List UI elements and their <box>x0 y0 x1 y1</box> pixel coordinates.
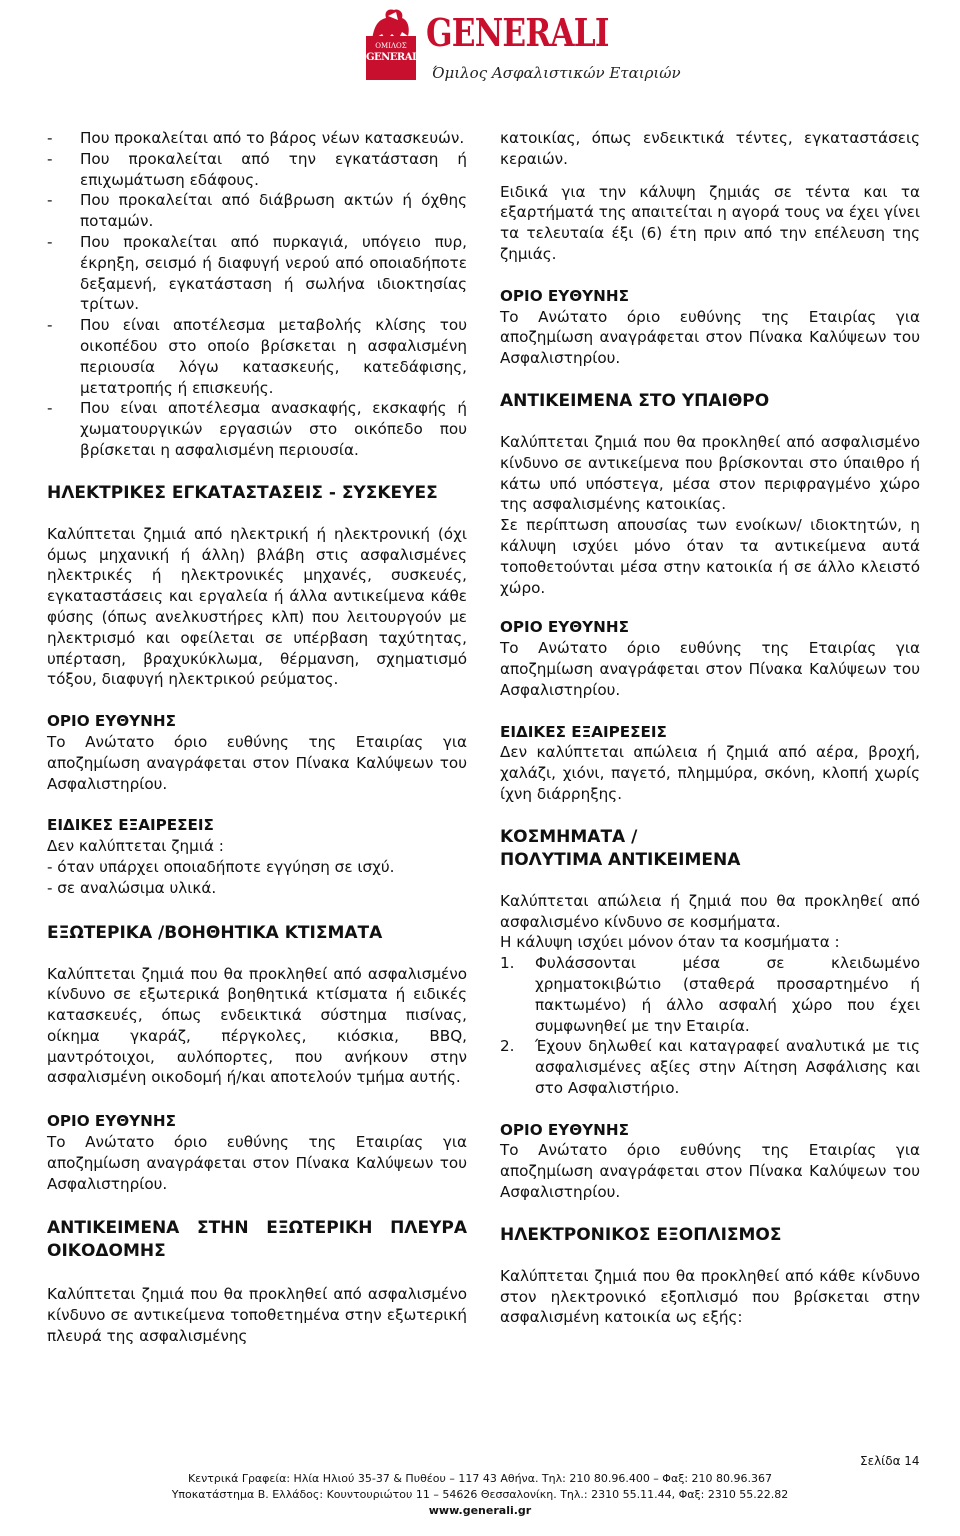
jewelry-condition-intro: Η κάλυψη ισχύει μόνον όταν τα κοσμήματα : <box>500 933 840 952</box>
left-column <box>47 128 467 1347</box>
page-header <box>0 0 960 90</box>
dash-item: - Που προκαλείται από πυρκαγιά, υπόγειο πυρ, έκρηξη, σεισμό ή διαφυγή νερού από οποιαδήποτε δεξαμενή, εγκατάσταση ή σωλήνα ιδιοκτησίας τρίτων. <box>47 232 467 314</box>
exterior-body-cont: κατοικίας, όπως ενδεικτικά τέντες, εγκαταστάσεις κεραιών. <box>500 129 920 168</box>
seal-text-1: ΟΜΙΛΟΣ <box>375 42 407 50</box>
section-heading-exterior: ΑΝΤΙΚΕΙΜΕΝΑ ΣΤΗΝ ΕΞΩΤΕΡΙΚΗ ΠΛΕΥΡΑ ΟΙΚΟΔΟΜΗΣ <box>47 1218 467 1262</box>
exclusions-title: ΕΙΔΙΚΕΣ ΕΞΑΙΡΕΣΕΙΣ <box>500 722 667 741</box>
limit-title: ΟΡΙΟ ΕΥΘΥΝΗΣ <box>500 618 629 637</box>
list-item <box>500 953 920 1036</box>
group-seal <box>362 6 423 82</box>
section-heading-outbuildings: ΕΞΩΤΕΡΙΚΑ /ΒΟΗΘΗΤΙΚΑ ΚΤΙΣΜΑΤΑ <box>47 922 383 943</box>
dash-item: - Που προκαλείται από διάβρωση ακτών ή όχθης ποταμών. <box>47 191 467 231</box>
exclusions-intro: Δεν καλύπτεται ζημιά : <box>47 837 224 856</box>
outdoor-body-2: Σε περίπτωση απουσίας των ενοίκων/ ιδιοκτητών, η κάλυψη ισχύει μόνο όταν τα αντικείμενα αυτά τοποθετούνται μέσα στην κατοικία ή σε άλλο κλειστό χώρο. <box>500 516 920 597</box>
footer-address-2: Υποκατάστημα Β. Ελλάδος: Κουντουριώτου 11 – 54626 Θεσσαλονίκη. Τηλ.: 2310 55.11.44, Φαξ: 2310 55.22.82 <box>171 1488 789 1501</box>
limit-title: ΟΡΙΟ ΕΥΘΥΝΗΣ <box>47 712 176 731</box>
list-text: Έχουν δηλωθεί και καταγραφεί αναλυτικά με τις ασφαλισμένες αξίες στην Αίτηση Ασφάλισης και στο Ασφαλιστήριο. <box>535 1037 920 1097</box>
limit-body: Το Ανώτατο όριο ευθύνης της Εταιρίας για αποζημίωση αναγράφεται στον Πίνακα Καλύψεων του Ασφαλιστηρίου. <box>500 639 920 699</box>
electrical-body: Καλύπτεται ζημιά από ηλεκτρική ή ηλεκτρονική (όχι όμως μηχανική ή άλλη) βλάβη στις ασφαλισμένες ηλεκτρικές ή ηλεκτρονικές μηχανές, συσκευές, εγκαταστάσεις και εργαλεία ή άλλα αντικείμενα κάθε φύσης (όπως ανελκυστήρες κλπ) που λειτουργούν με ηλεκτρισμό και οφείλεται σε υπέρβαση ταχύτητας, υπέρταση, βραχυκύκλωμα, θέρμανση, σχηματισμό τόξου, διαφυγή ηλεκτρικού ρεύματος. <box>47 524 467 689</box>
list-number: 2. <box>500 1037 515 1056</box>
limit-body: Το Ανώτατο όριο ευθύνης της Εταιρίας για αποζημίωση αναγράφεται στον Πίνακα Καλύψεων του Ασφαλιστηρίου. <box>500 307 920 368</box>
dash-item: - Που προκαλείται από το βάρος νέων κατασκευών. <box>47 129 465 147</box>
outbuildings-body: Καλύπτεται ζημιά που θα προκληθεί από ασφαλισμένο κίνδυνο σε εξωτερικά βοηθητικά κτίσματα ή ειδικές κατασκευές, όπως ενδεικτικά σύστημα πισίνας, οίκημα γκαράζ, πέργκολες, κιόσκια, BBQ, μαντρότοιχοι, αυλόπορτες, που ανήκουν στην ασφαλισμένη οικοδομή ή/και αποτελούν τμήμα αυτής. <box>47 964 467 1087</box>
limit-body: Το Ανώτατο όριο ευθύνης της Εταιρίας για αποζημίωση αναγράφεται στον Πίνακα Καλύψεων του Ασφαλιστηρίου. <box>500 1141 920 1202</box>
dash-item: - Που είναι αποτέλεσμα ανασκαφής, εκσκαφής ή χωματουργικών εργασιών στο οικόπεδο που βρίσκεται η ασφαλισμένη περιουσία. <box>47 399 467 459</box>
limit-title: ΟΡΙΟ ΕΥΘΥΝΗΣ <box>500 1120 629 1139</box>
brand-name: GENERALI <box>426 10 609 55</box>
exclusion-item: - σε αναλώσιμα υλικά. <box>47 878 217 897</box>
section-heading-outdoor: ΑΝΤΙΚΕΙΜΕΝΑ ΣΤΟ ΥΠΑΙΘΡΟ <box>500 390 770 411</box>
generali-logo <box>362 6 681 82</box>
page-number: Σελίδα 14 <box>860 1454 920 1468</box>
jewelry-body: Καλύπτεται απώλεια ή ζημιά που θα προκληθεί από ασφαλισμένο κίνδυνο σε κοσμήματα. <box>500 891 920 931</box>
outdoor-body: Καλύπτεται ζημιά που θα προκληθεί από ασφαλισμένο κίνδυνο σε αντικείμενα που βρίσκονται στο ύπαιθρο ή κάτω υπό υπόστεγα, μέσα στον περιφραγμένο χώρο της ασφαλισμένης κατοικίας. <box>500 432 920 514</box>
limit-title: ΟΡΙΟ ΕΥΘΥΝΗΣ <box>500 286 629 305</box>
footer-address-1: Κεντρικά Γραφεία: Ηλία Ηλιού 35-37 & Πυθέου – 117 43 Αθήνα. Τηλ: 210 80.96.400 – Φαξ: 210 80.96.367 <box>187 1472 773 1485</box>
limit-title: ΟΡΙΟ ΕΥΘΥΝΗΣ <box>47 1112 176 1131</box>
exclusion-item: - όταν υπάρχει οποιαδήποτε εγγύηση σε ισχύ. <box>47 857 395 876</box>
limit-body: Το Ανώτατο όριο ευθύνης της Εταιρίας για αποζημίωση αναγράφεται στον Πίνακα Καλύψεων του Ασφαλιστηρίου. <box>47 732 467 793</box>
page-footer <box>0 1471 960 1519</box>
dash-item: - Που είναι αποτέλεσμα μεταβολής κλίσης του οικοπέδου στο οποίο βρίσκεται η ασφαλισμένη περιουσία λόγω κατασκευής, κατεδάφισης, μετατροπής ή επισκευής. <box>47 316 467 397</box>
electronics-body: Καλύπτεται ζημιά που θα προκληθεί από κάθε κίνδυνο στον ηλεκτρονικό εξοπλισμό που βρίσκεται στην ασφαλισμένη κατοικία ως εξής: <box>500 1266 920 1327</box>
exclusions-title: ΕΙΔΙΚΕΣ ΕΞΑΙΡΕΣΕΙΣ <box>47 816 214 835</box>
list-text: Φυλάσσονται μέσα σε κλειδωμένο χρηματοκιβώτιο (σταθερά προσαρτημένο ή πακτωμένο) ή άλλο ασφαλή χώρο που έχει συμφωνηθεί με την Εταιρία. <box>535 954 920 1035</box>
jewelry-heading-line-1: ΚΟΣΜΗΜΑΤΑ / <box>500 826 638 847</box>
section-heading-electronics: ΗΛΕΚΤΡΟΝΙΚΟΣ ΕΞΟΠΛΙΣΜΟΣ <box>500 1224 782 1245</box>
awning-note: Ειδικά για την κάλυψη ζημιάς σε τέντα και τα εξαρτήματά της απαιτείται η αγορά τους να έχει γίνει τα τελευταία έξι (6) έτη πριν από την επέλευση της ζημιάς. <box>500 182 920 263</box>
limit-body: Το Ανώτατο όριο ευθύνης της Εταιρίας για αποζημίωση αναγράφεται στον Πίνακα Καλύψεων του Ασφαλιστηρίου. <box>47 1133 467 1193</box>
list-number: 1. <box>500 954 515 973</box>
dash-item: - Που προκαλείται από την εγκατάσταση ή επιχωμάτωση εδάφους. <box>47 149 467 189</box>
section-heading-jewelry <box>500 826 920 872</box>
exclusions-body: Δεν καλύπτεται απώλεια ή ζημιά από αέρα, βροχή, χαλάζι, χιόνι, παγετό, πλημμύρα, σκόνη, κλοπή χωρίς ίχνη διάρρηξης. <box>500 743 920 803</box>
seal-text-2: GENERALI <box>366 52 423 63</box>
section-heading-electrical: ΗΛΕΚΤΡΙΚΕΣ ΕΓΚΑΤΑΣΤΑΣΕΙΣ - ΣΥΣΚΕΥΕΣ <box>47 482 438 503</box>
right-column <box>500 128 920 1328</box>
brand-tagline: Όμιλος Ασφαλιστικών Εταιριών <box>432 64 681 82</box>
jewelry-heading-line-2: ΠΟΛΥΤΙΜΑ ΑΝΤΙΚΕΙΜΕΝΑ <box>500 849 741 870</box>
exterior-body: Καλύπτεται ζημιά που θα προκληθεί από ασφαλισμένο κίνδυνο σε αντικείμενα τοποθετημένα στην εξωτερική πλευρά της ασφαλισμένης <box>47 1285 467 1346</box>
list-item <box>500 1036 920 1098</box>
footer-website-link[interactable]: www.generali.gr <box>428 1504 532 1517</box>
